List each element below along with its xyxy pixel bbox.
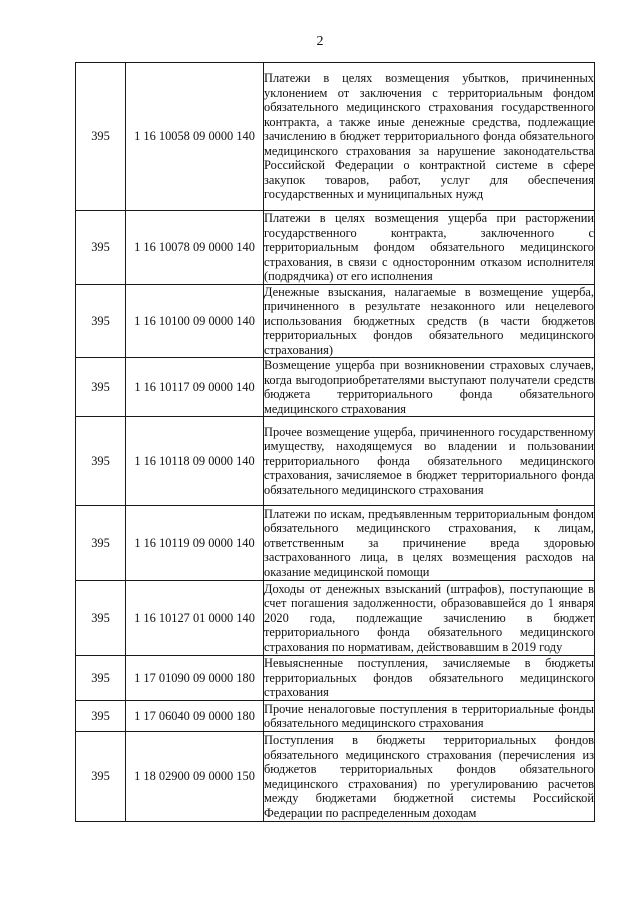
budget-classification-code-cell: 1 16 10127 01 0000 140 <box>126 581 264 656</box>
revenue-name-cell: Поступления в бюджеты территориальных фондов обязательного медицинского страхования (перечисления из бюджетов территориальных фондов обязательного медицинского страхования) по урегулированию расчетов между бюджетами бюджетной системы Российской Федерации по распределенным доходам <box>264 733 594 820</box>
table-row <box>76 732 595 822</box>
table-row <box>76 211 595 285</box>
revenue-name-cell: Возмещение ущерба при возникновении страховых случаев, когда выгодоприобретателями выступают получатели средств бюджета территориального фонда обязательного медицинского страхования <box>264 358 594 416</box>
table-row <box>76 63 595 211</box>
table-row <box>76 417 595 506</box>
budget-classification-code-cell: 1 17 01090 09 0000 180 <box>126 656 264 701</box>
administrator-code-cell: 395 <box>76 211 126 285</box>
budget-classification-code-cell: 1 18 02900 09 0000 150 <box>126 732 264 822</box>
revenue-name-cell: Платежи в целях возмещения убытков, причиненных уклонением от заключения с территориальным фондом обязательного медицинского страхования государственного контракта, а также иные денежные средства, подлежащие зачислению в бюджет территориального фонда обязательного медицинского страхования за нарушение законодательства Российской Федерации о контрактной системе в сфере закупок товаров, работ, услуг для обеспечения государственных и муниципальных нужд <box>264 63 595 211</box>
administrator-code-cell: 395 <box>76 732 126 822</box>
administrator-code-cell: 395 <box>76 63 126 211</box>
administrator-code-cell: 395 <box>76 506 126 581</box>
revenue-name-cell: Прочее возмещение ущерба, причиненного государственному имуществу, находящемуся во владении и пользовании территориального фонда обязательного медицинского страхования, зачисляемое в бюджет территориального фонда обязательного медицинского страхования <box>264 417 595 506</box>
administrator-code-cell: 395 <box>76 656 126 701</box>
revenue-name-cell: Доходы от денежных взысканий (штрафов), поступающие в счет погашения задолженности, образовавшейся до 1 января 2020 года, подлежащие зачислению в бюджет территориального фонда обязательного медицинского страхования по нормативам, действовавшим в 2019 году <box>264 581 594 654</box>
budget-classification-code-cell: 1 16 10118 09 0000 140 <box>126 417 264 506</box>
table-row <box>76 701 595 732</box>
budget-classification-code-cell: 1 17 06040 09 0000 180 <box>126 701 264 732</box>
revenue-name-cell: Платежи по искам, предъявленным территориальным фондом обязательного медицинского страхования, к лицам, ответственным за причинение вреда здоровью застрахованного лица, в целях возмещения расходов на оказание медицинской помощи <box>264 506 594 579</box>
table-row <box>76 358 595 417</box>
budget-codes-table <box>75 62 595 822</box>
administrator-code-cell: 395 <box>76 358 126 417</box>
table-row <box>76 506 595 581</box>
page-number: 2 <box>316 34 324 49</box>
table-row <box>76 656 595 701</box>
revenue-name-cell: Платежи в целях возмещения ущерба при расторжении государственного контракта, заключенного с территориальным фондом обязательного медицинского страхования, в связи с односторонним отказом исполнителя (подрядчика) от его исполнения <box>264 211 594 283</box>
table-row <box>76 284 595 358</box>
budget-classification-code-cell: 1 16 10100 09 0000 140 <box>126 284 264 358</box>
table-row <box>76 581 595 656</box>
revenue-name-cell: Денежные взыскания, налагаемые в возмещение ущерба, причиненного в результате незаконного или нецелевого использования бюджетных средств (в части бюджетов территориальных фондов обязательного медицинского страхования) <box>264 284 594 357</box>
revenue-name-cell: Прочие неналоговые поступления в территориальные фонды обязательного медицинского страхования <box>264 701 594 730</box>
administrator-code-cell: 395 <box>76 417 126 506</box>
budget-classification-code-cell: 1 16 10058 09 0000 140 <box>126 63 264 211</box>
budget-classification-code-cell: 1 16 10119 09 0000 140 <box>126 506 264 581</box>
budget-classification-code-cell: 1 16 10117 09 0000 140 <box>126 358 264 417</box>
administrator-code-cell: 395 <box>76 581 126 656</box>
revenue-name-cell: Невыясненные поступления, зачисляемые в бюджеты территориальных фондов обязательного медицинского страхования <box>264 656 594 700</box>
budget-classification-code-cell: 1 16 10078 09 0000 140 <box>126 211 264 285</box>
administrator-code-cell: 395 <box>76 701 126 732</box>
administrator-code-cell: 395 <box>76 284 126 358</box>
